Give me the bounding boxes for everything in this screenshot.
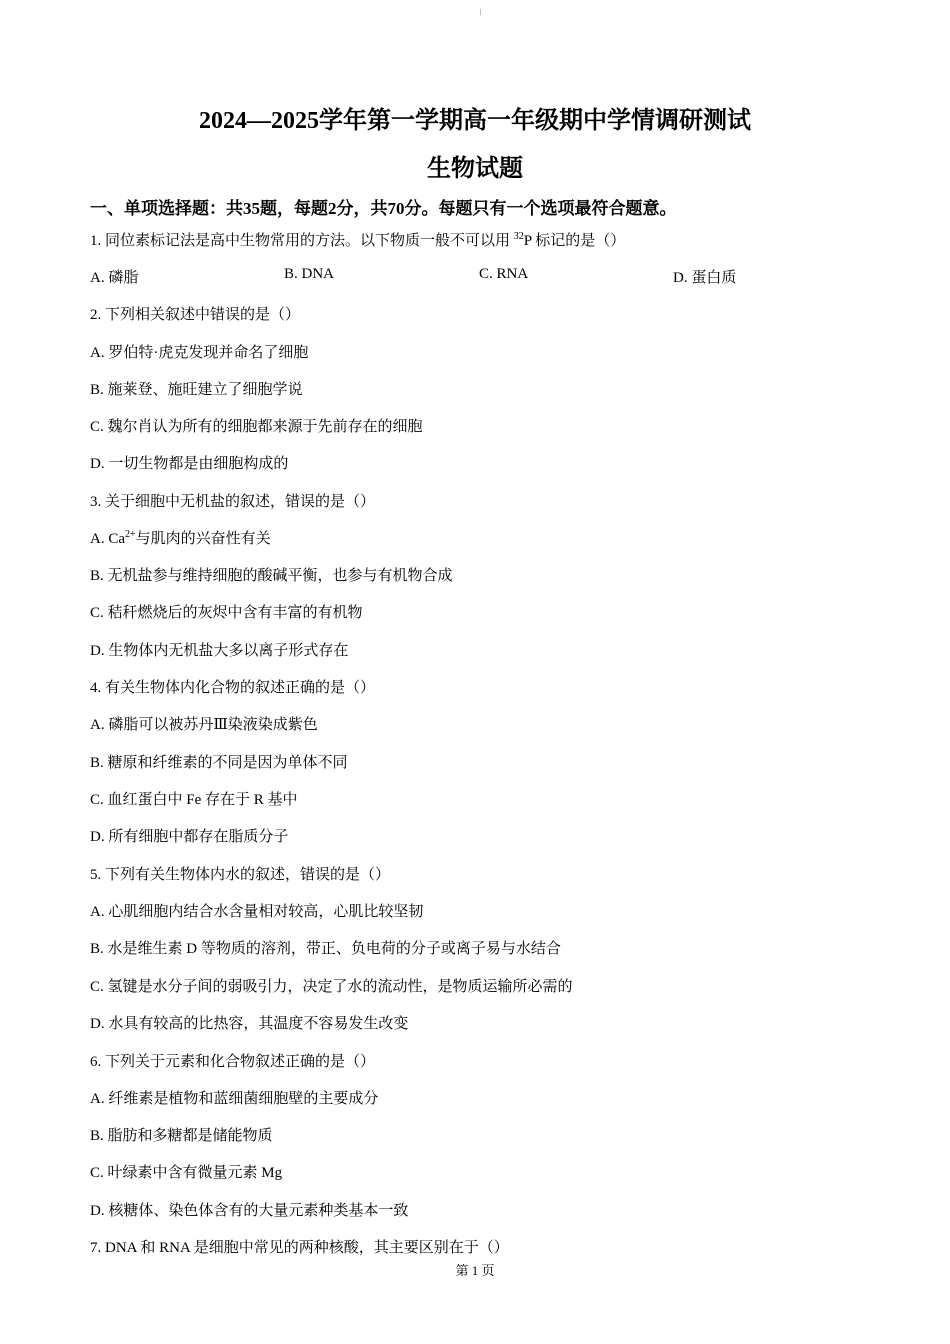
q4-option-b[interactable]: B. 糖原和纤维素的不同是因为单体不同 <box>90 755 348 771</box>
q1-option-a[interactable]: A. 磷脂 <box>90 270 139 286</box>
page-number: 第 1 页 <box>455 1263 495 1278</box>
question-4-stem: 4. 有关生物体内化合物的叙述正确的是（） <box>90 680 376 696</box>
question-7-stem: 7. DNA 和 RNA 是细胞中常见的两种核酸，其主要区别在于（） <box>90 1240 509 1256</box>
q5-option-a[interactable]: A. 心肌细胞内结合水含量相对较高，心肌比较坚韧 <box>90 904 424 920</box>
top-tick-mark: | <box>480 8 482 16</box>
q5-option-d[interactable]: D. 水具有较高的比热容，其温度不容易发生改变 <box>90 1016 409 1032</box>
q4-option-c[interactable]: C. 血红蛋白中 Fe 存在于 R 基中 <box>90 792 298 808</box>
q6-option-b[interactable]: B. 脂肪和多糖都是储能物质 <box>90 1128 273 1144</box>
q1-option-b[interactable]: B. DNA <box>284 266 335 282</box>
q3-option-c[interactable]: C. 秸秆燃烧后的灰烬中含有丰富的有机物 <box>90 605 363 621</box>
q3-option-d[interactable]: D. 生物体内无机盐大多以离子形式存在 <box>90 643 349 659</box>
q5-option-c[interactable]: C. 氢键是水分子间的弱吸引力，决定了水的流动性，是物质运输所必需的 <box>90 979 573 995</box>
exam-subtitle: 生物试题 <box>427 156 523 182</box>
q2-option-c[interactable]: C. 魏尔肖认为所有的细胞都来源于先前存在的细胞 <box>90 419 423 435</box>
question-2-stem: 2. 下列相关叙述中错误的是（） <box>90 307 301 323</box>
question-6-stem: 6. 下列关于元素和化合物叙述正确的是（） <box>90 1054 376 1070</box>
q2-option-b[interactable]: B. 施莱登、施旺建立了细胞学说 <box>90 382 303 398</box>
q2-option-d[interactable]: D. 一切生物都是由细胞构成的 <box>90 456 289 472</box>
question-5-stem: 5. 下列有关生物体内水的叙述，错误的是（） <box>90 867 391 883</box>
q6-option-d[interactable]: D. 核糖体、染色体含有的大量元素种类基本一致 <box>90 1203 409 1219</box>
q6-option-a[interactable]: A. 纤维素是植物和蓝细菌细胞壁的主要成分 <box>90 1091 379 1107</box>
q6-option-c[interactable]: C. 叶绿素中含有微量元素 Mg <box>90 1165 283 1181</box>
q3-option-a[interactable]: A. $Ca^{2+}$与肌肉的兴奋性有关 <box>90 529 271 547</box>
question-1-options <box>90 266 790 288</box>
q1-option-d[interactable]: D. 蛋白质 <box>673 270 737 286</box>
question-1-stem: 1. 同位素标记法是高中生物常用的方法。以下物质一般不可以用 $^{32}$P 标记的是（） <box>90 231 626 249</box>
question-3-stem: 3. 关于细胞中无机盐的叙述，错误的是（） <box>90 494 376 510</box>
section-heading: 一、单项选择题：共35题，每题2分，共70分。每题只有一个选项最符合题意。 <box>90 199 677 218</box>
q4-option-d[interactable]: D. 所有细胞中都存在脂质分子 <box>90 829 289 845</box>
q2-option-a[interactable]: A. 罗伯特·虎克发现并命名了细胞 <box>90 345 309 361</box>
q5-option-b[interactable]: B. 水是维生素 D 等物质的溶剂，带正、负电荷的分子或离子易与水结合 <box>90 941 561 957</box>
q1-option-c[interactable]: C. RNA <box>479 266 529 282</box>
q4-option-a[interactable]: A. 磷脂可以被苏丹Ⅲ染液染成紫色 <box>90 717 318 733</box>
q3-option-b[interactable]: B. 无机盐参与维持细胞的酸碱平衡，也参与有机物合成 <box>90 568 453 584</box>
exam-title: 2024—2025学年第一学期高一年级期中学情调研测试 <box>199 108 751 134</box>
